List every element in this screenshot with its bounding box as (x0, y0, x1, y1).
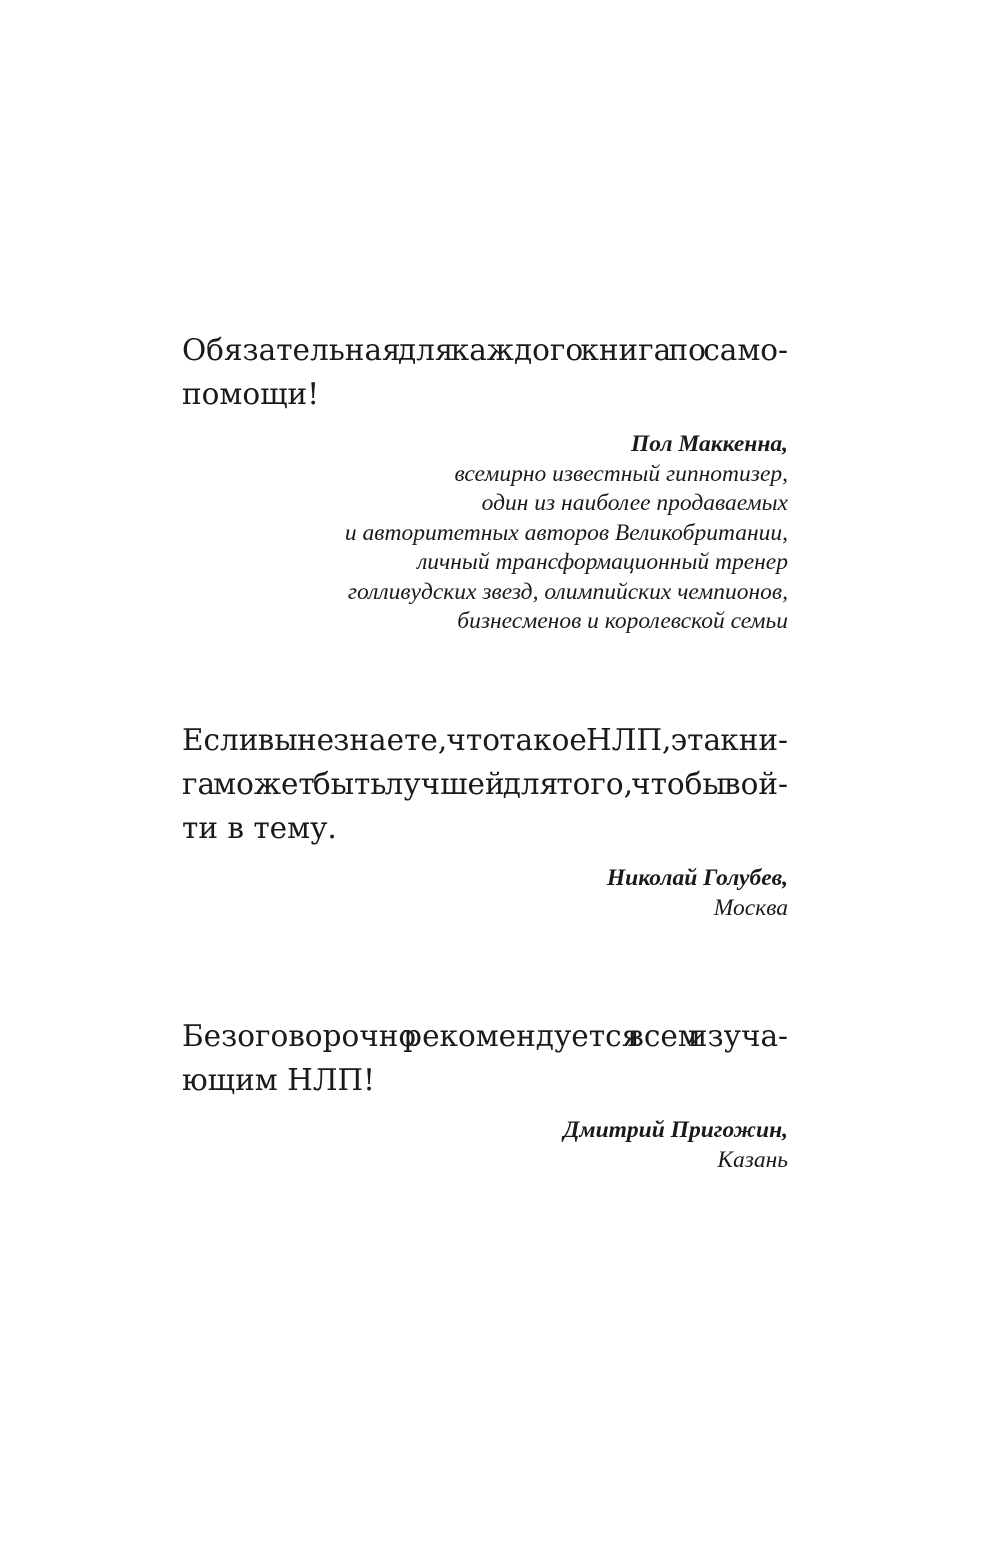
quote-line: Безоговорочно рекомендуется всем изуча- (182, 1019, 788, 1053)
author-name: Николай Голубев, (606, 865, 788, 891)
author-detail: один из наиболее продаваемых (481, 490, 788, 516)
quote-line: ющим НЛП! (182, 1063, 376, 1097)
author-detail: всемирно известный гипнотизер, (454, 460, 788, 487)
attribution (182, 1116, 788, 1175)
quote-line: Обязательная для каждого книга по само- (182, 333, 788, 367)
attribution (182, 430, 788, 637)
author-detail: голливудских звезд, олимпийских чемпионов, (347, 578, 788, 605)
quote-text (182, 1014, 788, 1102)
quote-line: Если вы не знаете, что такое НЛП, эта кни- (182, 723, 788, 757)
quote-line: помощи! (182, 377, 320, 411)
author-name: Дмитрий Пригожин, (563, 1117, 788, 1143)
author-name: Пол Маккенна, (631, 431, 788, 457)
testimonial-paul-mckenna (182, 328, 788, 637)
quote-line: ти в тему. (182, 811, 337, 845)
quote-text (182, 328, 788, 416)
author-detail: бизнесменов и королевской семьи (457, 608, 788, 634)
author-city: Казань (717, 1146, 788, 1173)
quote-text (182, 718, 788, 850)
testimonial-nikolai-golubev (182, 718, 788, 923)
quote-line: га может быть лучшей для того, чтобы вой- (182, 767, 788, 801)
author-city: Москва (713, 894, 788, 921)
author-detail: личный трансформационный тренер (417, 549, 788, 575)
testimonial-dmitry-prigozhin (182, 1014, 788, 1175)
attribution (182, 864, 788, 923)
author-detail: и авторитетных авторов Великобритании, (344, 519, 788, 546)
